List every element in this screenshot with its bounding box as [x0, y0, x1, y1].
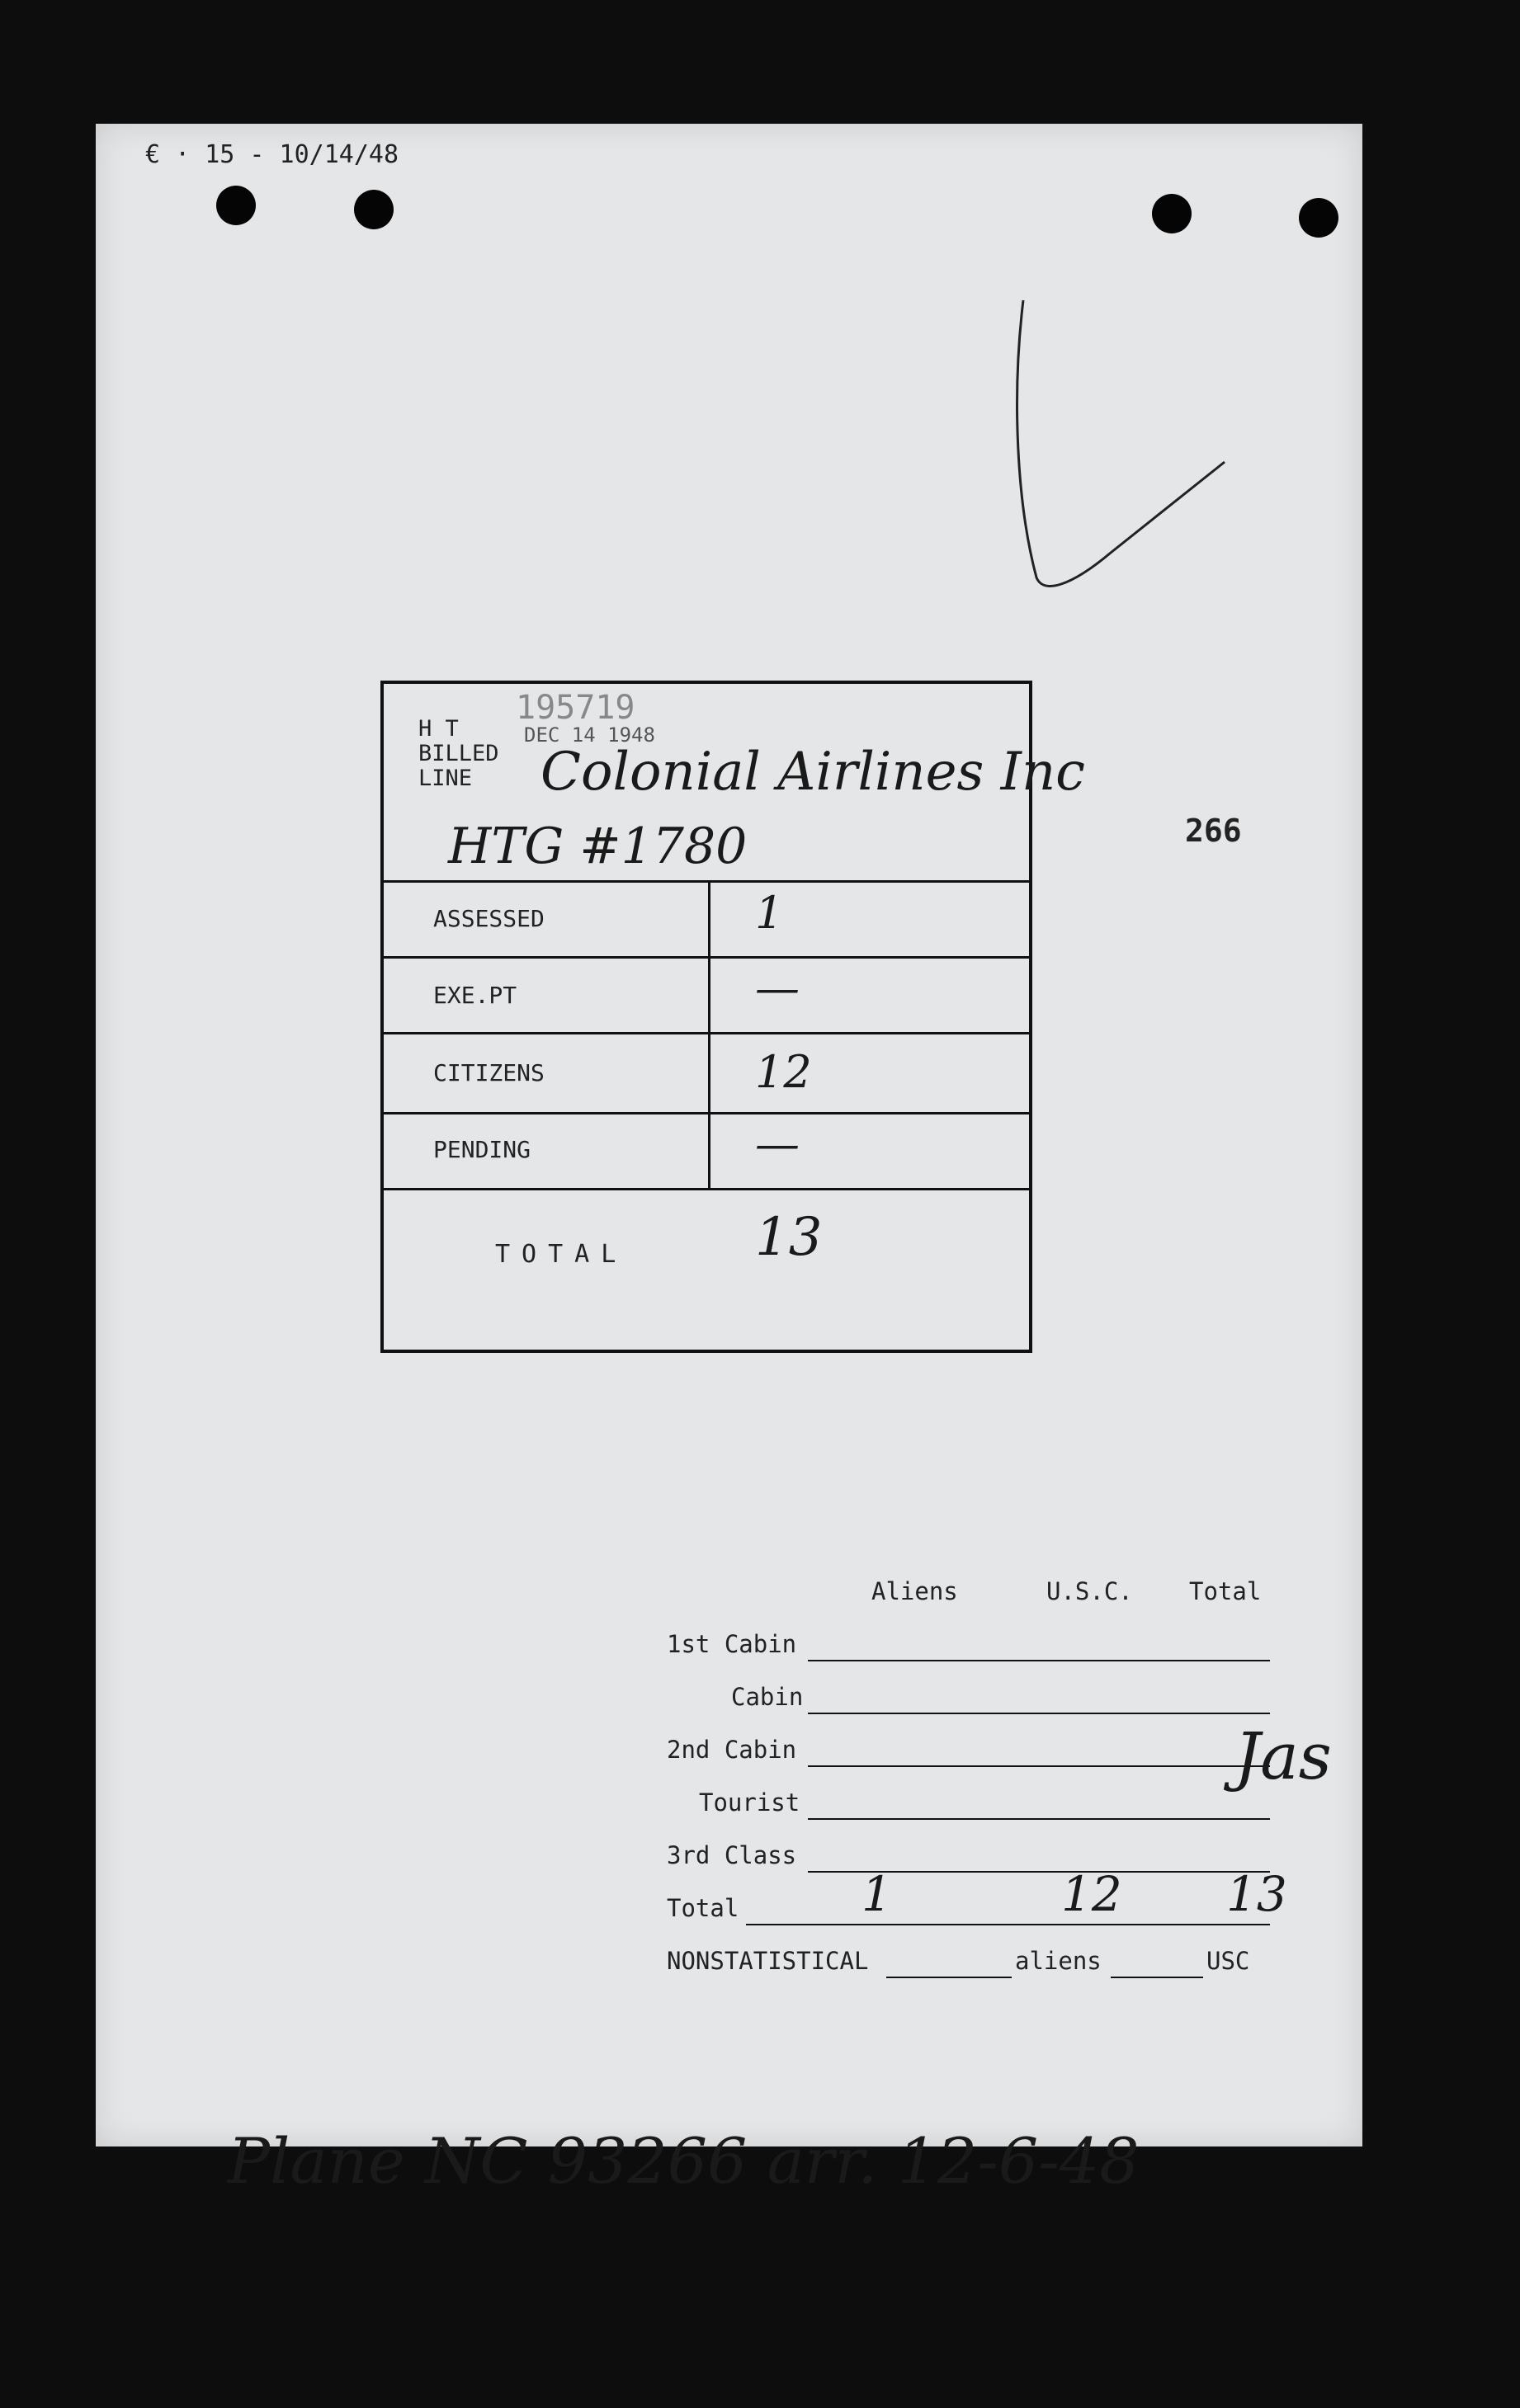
punch-hole — [354, 190, 394, 229]
carrier-name: Colonial Airlines Inc — [540, 742, 1085, 803]
fill-line — [808, 1713, 1270, 1714]
check-mark-icon — [954, 297, 1226, 594]
htg-number: HTG #1780 — [448, 818, 748, 875]
total-row-label: Total — [667, 1894, 739, 1922]
total-value: 13 — [755, 1207, 823, 1268]
stamp-number: 195719 — [516, 689, 635, 727]
fill-line — [746, 1924, 1270, 1925]
row-value: — — [755, 962, 800, 1014]
total-label: TOTAL — [495, 1240, 628, 1269]
punch-hole — [1299, 198, 1338, 238]
nonstatistical-label: NONSTATISTICAL — [667, 1947, 869, 1975]
punch-hole — [1152, 194, 1192, 233]
stamp-date: DEC 14 1948 — [524, 723, 655, 747]
fill-line — [886, 1977, 1012, 1978]
reference-date: € · 15 - 10/14/48 — [145, 140, 399, 169]
punch-hole — [216, 186, 256, 225]
row-value: 1 — [755, 887, 784, 939]
row-label: PENDING — [433, 1136, 531, 1163]
stamp-header — [384, 684, 1085, 883]
class-label: 3rd Class — [667, 1841, 797, 1869]
class-label: Tourist — [699, 1788, 800, 1817]
row-exempt — [384, 959, 1029, 1034]
row-assessed — [384, 880, 1029, 959]
row-label: CITIZENS — [433, 1059, 545, 1086]
fill-line — [808, 1660, 1270, 1661]
nonstatistical-aliens-label: aliens — [1015, 1947, 1102, 1975]
page-number: 266 — [1185, 813, 1242, 849]
head-tax-stamp — [380, 681, 1085, 1353]
row-pending — [384, 1114, 1029, 1190]
class-label: Cabin — [731, 1683, 804, 1711]
handwritten-note: Plane NC 93266 arr. 12-6-48 — [228, 2124, 1140, 2198]
row-divider — [708, 1114, 710, 1188]
total-usc: 12 — [1061, 1866, 1122, 1922]
row-value: 12 — [755, 1046, 812, 1098]
class-label: 1st Cabin — [667, 1630, 797, 1658]
row-divider — [708, 880, 710, 956]
total-total: 13 — [1226, 1866, 1287, 1922]
total-aliens: 1 — [861, 1866, 892, 1922]
label-ht: H T — [418, 716, 459, 742]
column-aliens: Aliens — [871, 1577, 958, 1605]
row-divider — [708, 1034, 710, 1112]
fill-line — [808, 1818, 1270, 1820]
row-citizens — [384, 1034, 1029, 1114]
row-divider — [708, 959, 710, 1032]
class-label: 2nd Cabin — [667, 1736, 797, 1764]
document-page — [96, 124, 1362, 2198]
row-value: — — [755, 1118, 800, 1170]
column-total: Total — [1189, 1577, 1262, 1605]
label-billed: BILLED — [418, 741, 499, 766]
column-usc: U.S.C. — [1046, 1577, 1133, 1605]
row-total — [384, 1190, 1029, 1351]
fill-line — [808, 1765, 1270, 1767]
fill-line — [1111, 1977, 1203, 1978]
nonstatistical-usc-label: USC — [1206, 1947, 1250, 1975]
label-line: LINE — [418, 766, 473, 791]
row-label: EXE.PT — [433, 982, 517, 1009]
row-label: ASSESSED — [433, 905, 545, 932]
inspector-initials: Jas — [1234, 1720, 1332, 1794]
